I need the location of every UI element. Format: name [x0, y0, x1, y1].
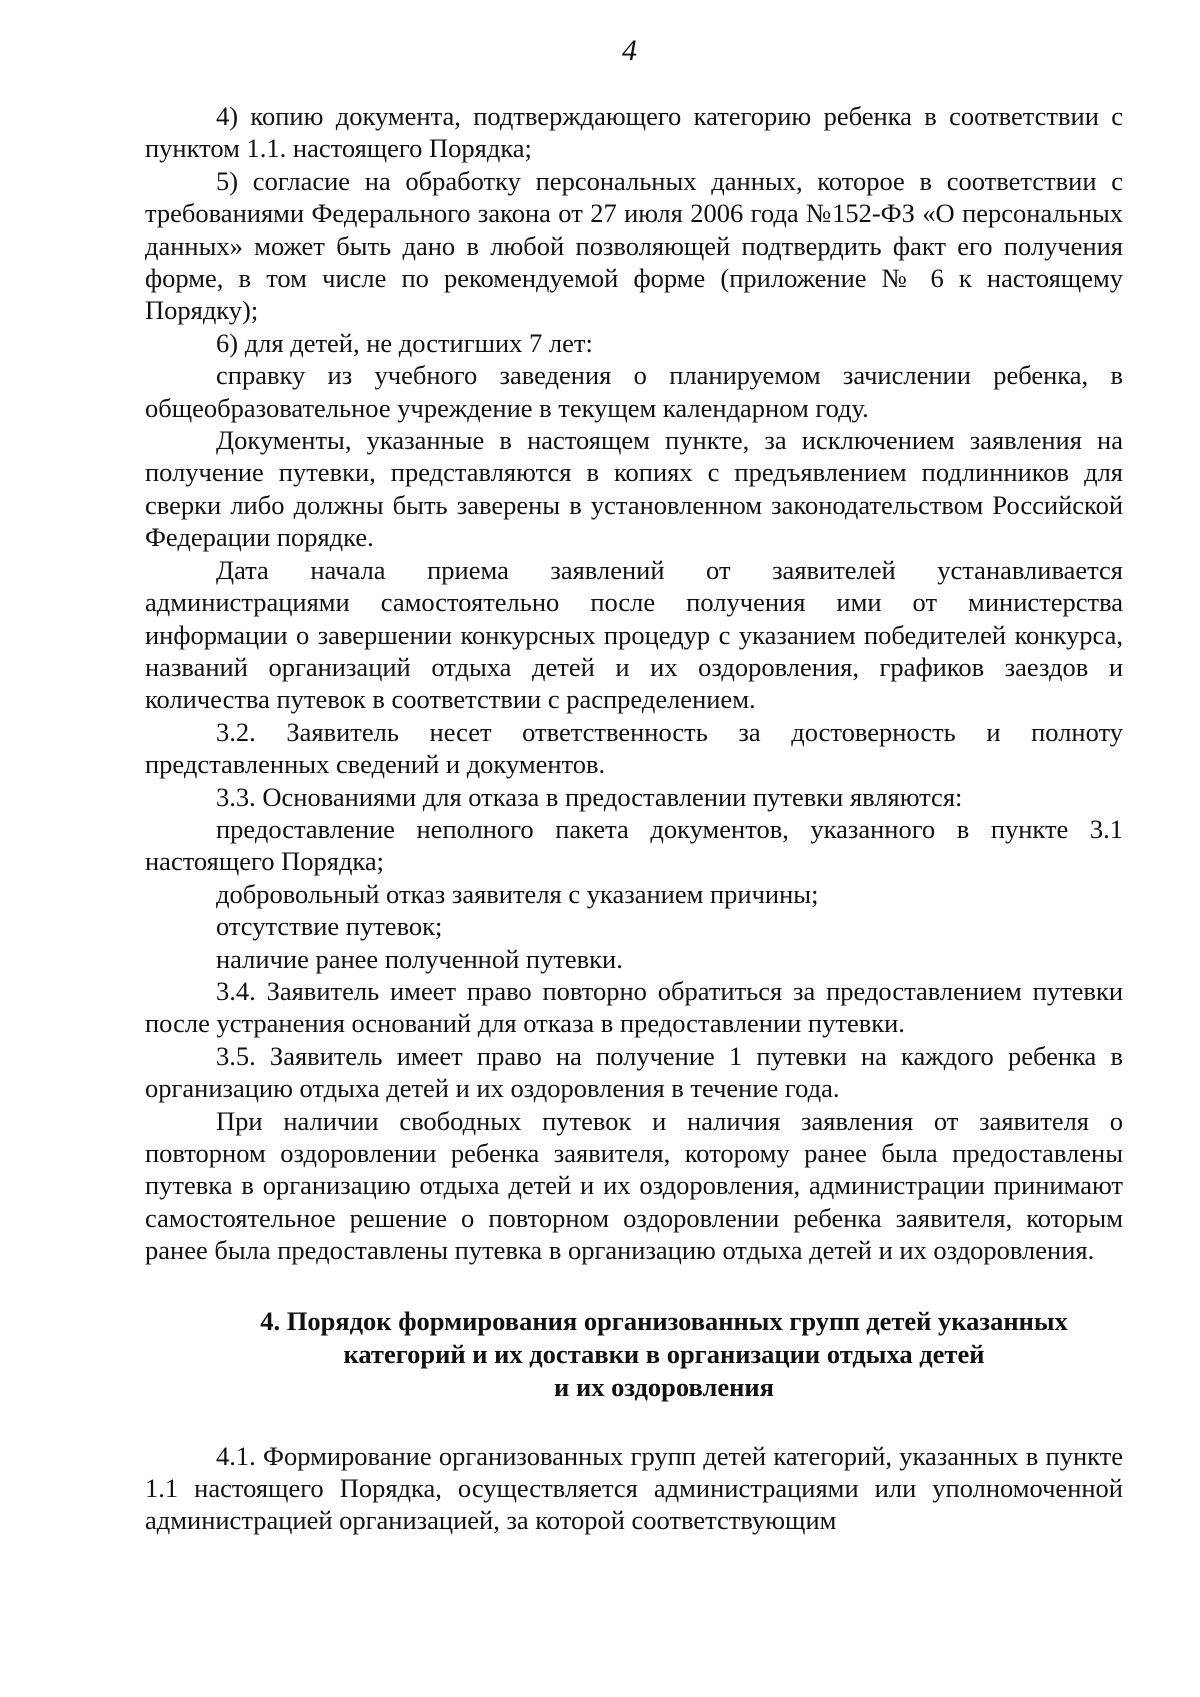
page-number: 4	[622, 34, 637, 67]
paragraph: 6) для детей, не достигших 7 лет:	[216, 327, 593, 358]
section-heading-line: и их оздоровления	[554, 1371, 774, 1402]
paragraph: справку из учебного заведения о планируемом зачислении ребенка, в общеобразовательное учреждение в текущем календарном году.	[145, 360, 1123, 423]
section-heading	[145, 1305, 1123, 1404]
section-heading-line: 4. Порядок формирования организованных групп детей указанных	[260, 1305, 1068, 1336]
paragraph: предоставление неполного пакета документов, указанного в пункте 3.1 настоящего Порядка;	[145, 813, 1123, 877]
paragraph: 3.4. Заявитель имеет право повторно обратиться за предоставлением путевки после устранения оснований для отказа в предоставлении путевки.	[145, 975, 1123, 1039]
paragraph: 4.1. Формирование организованных групп детей категорий, указанных в пункте 1.1 настоящего Порядка, осуществляется администрациями или уполномоченной администрацией организацией, за которой соответствующим	[145, 1440, 1123, 1536]
paragraph: При наличии свободных путевок и наличия заявления от заявителя о повторном оздоровлении ребенка заявителя, которому ранее была предоставлены путевка в организацию отдыха детей и их оздоровления, администрации принимают самостоятельное решение о повторном оздоровлении ребенка заявителя, которым ранее была предоставлены путевка в организацию отдыха детей и их оздоровления.	[145, 1105, 1123, 1266]
section-heading-line: категорий и их доставки в организации отдыха детей	[343, 1338, 985, 1369]
paragraph: 4) копию документа, подтверждающего категорию ребенка в соответствии с пунктом 1.1. настоящего Порядка;	[145, 101, 1123, 164]
paragraph: Документы, указанные в настоящем пункте, за исключением заявления на получение путевки, представляются в копиях с предъявлением подлинников для сверки либо должны быть заверены в установленном законодательством Российской Федерации порядке.	[145, 425, 1123, 553]
paragraph: Дата начала приема заявлений от заявителей устанавливается администрациями самостоятельно после получения ими от министерства информации о завершении конкурсных процедур с указанием победителей конкурса, названий организаций отдыха детей и их оздоровления, графиков заездов и количества путевок в соответствии с распределением.	[145, 554, 1123, 715]
paragraph: 5) согласие на обработку персональных данных, которое в соответствии с требованиями Федерального закона от 27 июля 2006 года №152-ФЗ «О персональных данных» может быть дано в любой позволяющей подтвердить факт его получения форме, в том числе по рекомендуемой форме (приложение № 6 к настоящему Порядку);	[145, 165, 1123, 326]
document-body	[145, 100, 1123, 1537]
paragraph: отсутствие путевок;	[216, 911, 443, 942]
paragraph: 3.3. Основаниями для отказа в предоставлении путевки являются:	[216, 781, 963, 812]
paragraph: наличие ранее полученной путевки.	[216, 943, 623, 974]
paragraph: 3.5. Заявитель имеет право на получение 1 путевки на каждого ребенка в организацию отдыха детей и их оздоровления в течение года.	[145, 1040, 1123, 1104]
paragraph: 3.2. Заявитель несет ответственность за достоверность и полноту представленных сведений и документов.	[145, 716, 1123, 780]
paragraph: добровольный отказ заявителя с указанием причины;	[216, 878, 819, 909]
